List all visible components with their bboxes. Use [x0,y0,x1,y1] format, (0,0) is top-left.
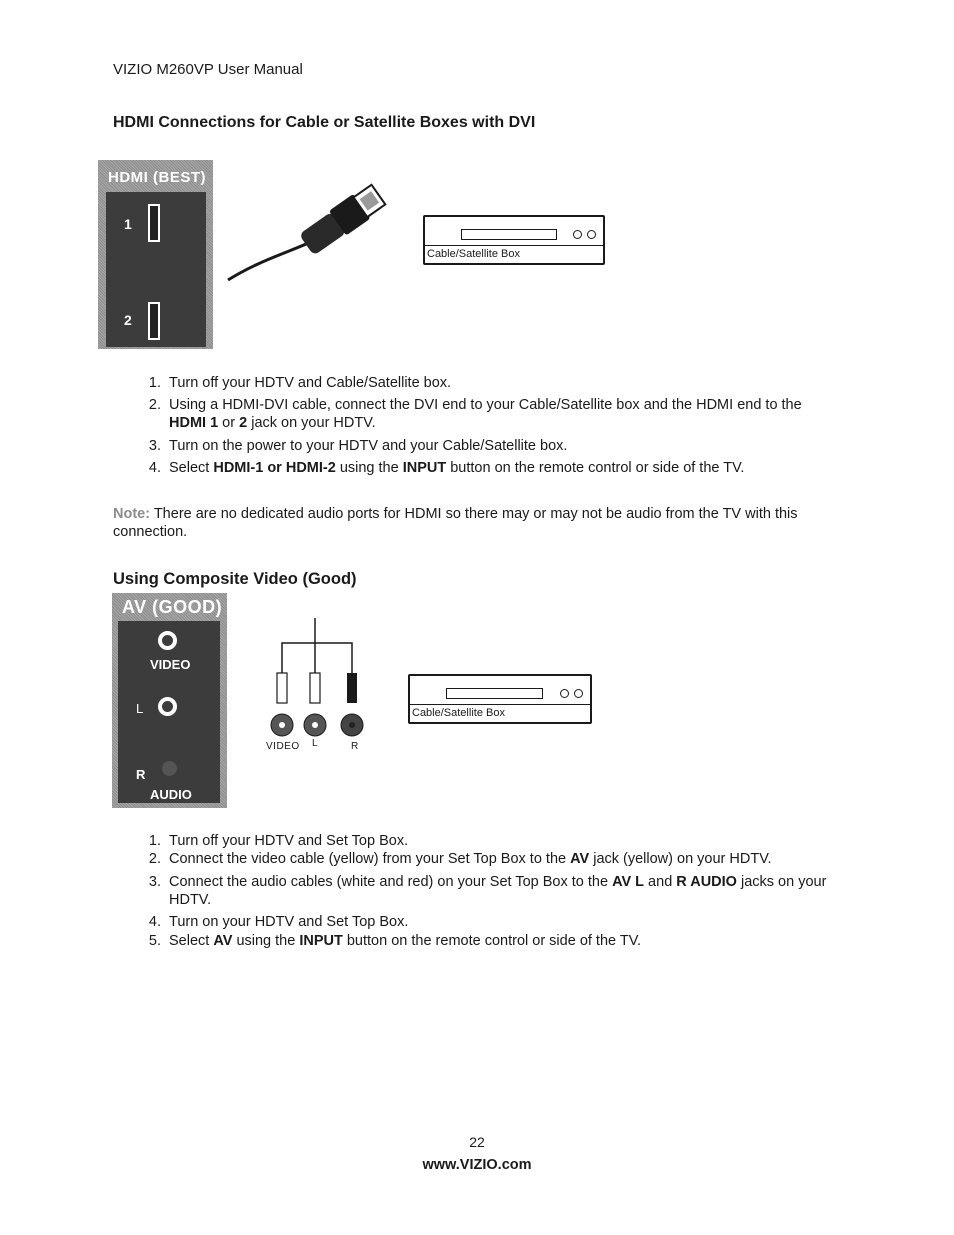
step-text: button on the remote control or side of the TV. [342,933,642,949]
step-text: Connect the video cable (yellow) from your Set Top Box to the [169,851,571,867]
step-item [148,913,829,931]
step-item [148,459,829,477]
section-heading-hdmi: HDMI Connections for Cable or Satellite Boxes with DVI [113,114,536,131]
plug-r-label: R [351,741,359,752]
video-jack-icon [158,631,177,650]
step-emphasis: HDMI 1 [169,415,219,431]
av-port-panel [112,593,227,808]
step-number: 4. [148,914,161,930]
l-label: L [136,701,144,716]
hdmi-port-2-label: 2 [124,312,132,328]
plug-l-label: L [312,738,318,749]
step-text: using the [335,460,403,476]
step-text: button on the remote control or side of the TV. [446,460,745,476]
hdmi-2-port-icon [148,302,160,340]
step-text: Select [169,460,214,476]
step-text: Select [169,933,214,949]
hdmi-1-port-icon [148,204,160,242]
audio-l-jack-icon [158,697,177,716]
box-disc-slot [446,688,543,699]
box-label: Cable/Satellite Box [427,248,520,260]
plug-video-label: VIDEO [266,741,300,752]
step-emphasis: INPUT [299,933,343,949]
hdmi-note [113,505,828,541]
box-button-icon [560,689,569,698]
box-button-icon [573,230,582,239]
step-number: 3. [148,438,161,454]
step-emphasis: R AUDIO [676,874,737,890]
step-number: 3. [148,874,161,890]
step-number: 2. [148,851,161,867]
website-link[interactable]: www.VIZIO.com [422,1157,532,1173]
step-text: or [218,415,240,431]
step-item [148,873,829,909]
document-title: VIZIO M260VP User Manual [113,61,303,78]
av-panel-label: AV (GOOD) [122,597,223,617]
step-item [148,437,829,455]
hdmi-port-panel [98,160,213,349]
step-text: jack on your HDTV. [247,415,376,431]
step-item [148,850,829,868]
step-text: jacks on your HDTV. [169,874,827,908]
step-text: and [644,874,677,890]
audio-r-jack-icon [162,761,177,776]
note-label: Note: [113,506,151,522]
box-button-icon [587,230,596,239]
step-item [148,932,829,950]
hdmi-cable-icon [220,180,400,290]
box-button-icon [574,689,583,698]
step-text: Connect the audio cables (white and red) on your Set Top Box to the [169,874,613,890]
box-disc-slot [461,229,557,240]
step-number: 1. [148,375,161,391]
note-text: There are no dedicated audio ports for HDMI so there may or may not be audio from the TV with this connection. [113,506,798,540]
step-number: 4. [148,460,161,476]
step-text: jack (yellow) on your HDTV. [589,851,772,867]
step-item [148,374,829,392]
step-text: Using a HDMI-DVI cable, connect the DVI end to your Cable/Satellite box and the HDMI end to the [169,397,802,413]
rca-cable-icon [262,615,372,740]
step-item [148,396,829,432]
step-text: Turn off your HDTV and Cable/Satellite box. [169,375,452,391]
hdmi-panel-face [106,192,206,347]
step-number: 2. [148,397,161,413]
step-text: using the [232,933,300,949]
section-heading-av: Using Composite Video (Good) [113,570,357,588]
box-label: Cable/Satellite Box [412,707,505,719]
step-text: Turn off your HDTV and Set Top Box. [169,833,409,849]
cable-satellite-box-av [408,674,592,724]
step-emphasis: INPUT [402,460,447,476]
r-label: R [136,767,146,782]
step-emphasis: AV [570,851,590,867]
cable-satellite-box-hdmi [423,215,605,265]
hdmi-panel-label: HDMI (BEST) [108,169,206,186]
page-number: 22 [469,1134,485,1150]
step-item [148,832,829,850]
av-panel-face [118,621,220,803]
step-text: Turn on the power to your HDTV and your Cable/Satellite box. [169,438,568,454]
step-emphasis: AV L [612,874,645,890]
audio-label: AUDIO [150,787,192,802]
video-label: VIDEO [150,657,191,672]
step-emphasis: AV [213,933,233,949]
hdmi-port-1-label: 1 [124,216,132,232]
step-number: 1. [148,833,161,849]
step-emphasis: HDMI-1 or HDMI-2 [213,460,336,476]
step-emphasis: 2 [239,415,248,431]
step-text: Turn on your HDTV and Set Top Box. [169,914,409,930]
step-number: 5. [148,933,161,949]
